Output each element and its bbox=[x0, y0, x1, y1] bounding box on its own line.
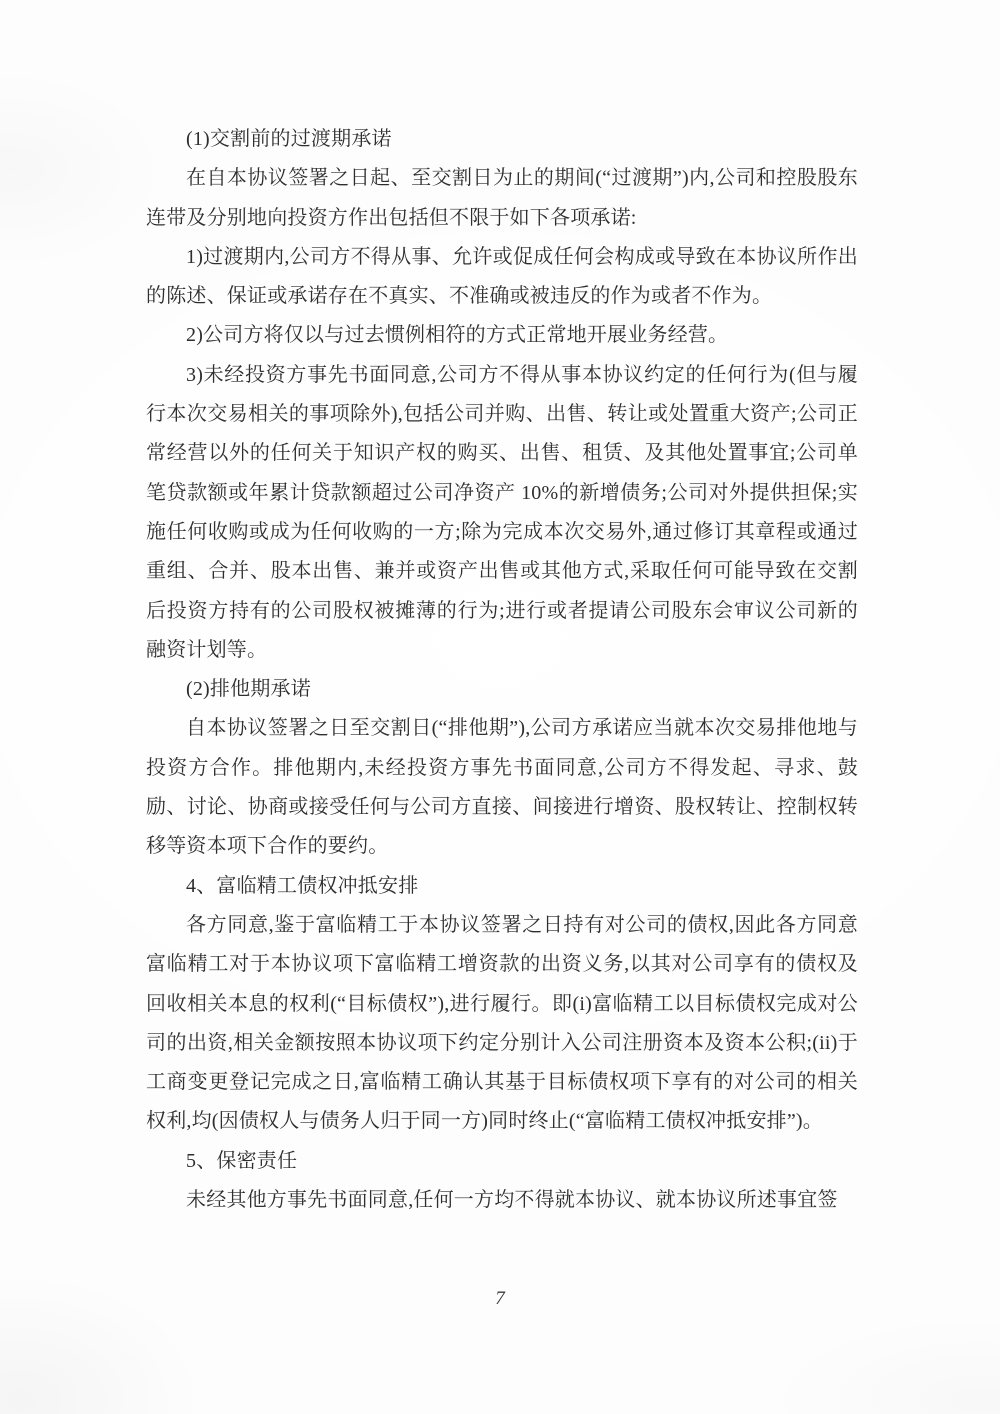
paragraph: 3)未经投资方事先书面同意,公司方不得从事本协议约定的任何行为(但与履行本次交易相关的事项除外),包括公司并购、出售、转让或处置重大资产;公司正常经营以外的任何关于知识产权的购买、出售、租赁、及其他处置事宜;公司单笔贷款额或年累计贷款额超过公司净资产 10%的新增债务;公司对外提供担保;实施任何收购或成为任何收购的一方;除为完成本次交易外,通过修订其章程或通过重组、合并、股本出售、兼并或资产出售或其他方式,采取任何可能导致在交割后投资方持有的公司股权被摊薄的行为;进行或者提请公司股东会审议公司新的融资计划等。 bbox=[146, 363, 858, 661]
paragraph: (2)排他期承诺 bbox=[186, 678, 311, 701]
paragraph: 在自本协议签署之日起、至交割日为止的期间(“过渡期”)内,公司和控股股东连带及分别地向投资方作出包括但不限于如下各项承诺: bbox=[146, 167, 858, 229]
paragraph: 未经其他方事先书面同意,任何一方均不得就本协议、就本协议所述事宜签 bbox=[186, 1189, 838, 1212]
text-block bbox=[146, 120, 858, 1220]
page-number: 7 bbox=[495, 1288, 505, 1309]
paragraph: 自本协议签署之日至交割日(“排他期”),公司方承诺应当就本次交易排他地与投资方合作。排他期内,未经投资方事先书面同意,公司方不得发起、寻求、鼓励、讨论、协商或接受任何与公司方直接、间接进行增资、股权转让、控制权转移等资本项下合作的要约。 bbox=[146, 717, 858, 858]
paragraph: (1)交割前的过渡期承诺 bbox=[186, 128, 392, 150]
paragraph: 4、富临精工债权冲抵安排 bbox=[186, 874, 419, 897]
paragraph: 2)公司方将仅以与过去惯例相符的方式正常地开展业务经营。 bbox=[186, 324, 729, 347]
paragraph: 1)过渡期内,公司方不得从事、允许或促成任何会构成或导致在本协议所作出的陈述、保证或承诺存在不真实、不准确或被违反的作为或者不作为。 bbox=[146, 245, 858, 308]
paragraph: 各方同意,鉴于富临精工于本协议签署之日持有对公司的债权,因此各方同意富临精工对于本协议项下富临精工增资款的出资义务,以其对公司享有的债权及回收相关本息的权利(“目标债权”),进行履行。即(i)富临精工以目标债权完成对公司的出资,相关金额按照本协议项下约定分别计入公司注册资本及资本公积;(ii)于工商变更登记完成之日,富临精工确认其基于目标债权项下享有的对公司的相关权利,均(因债权人与债务人归于同一方)同时终止(“富临精工债权冲抵安排”)。 bbox=[146, 913, 858, 1133]
paragraph: 5、保密责任 bbox=[186, 1149, 298, 1172]
